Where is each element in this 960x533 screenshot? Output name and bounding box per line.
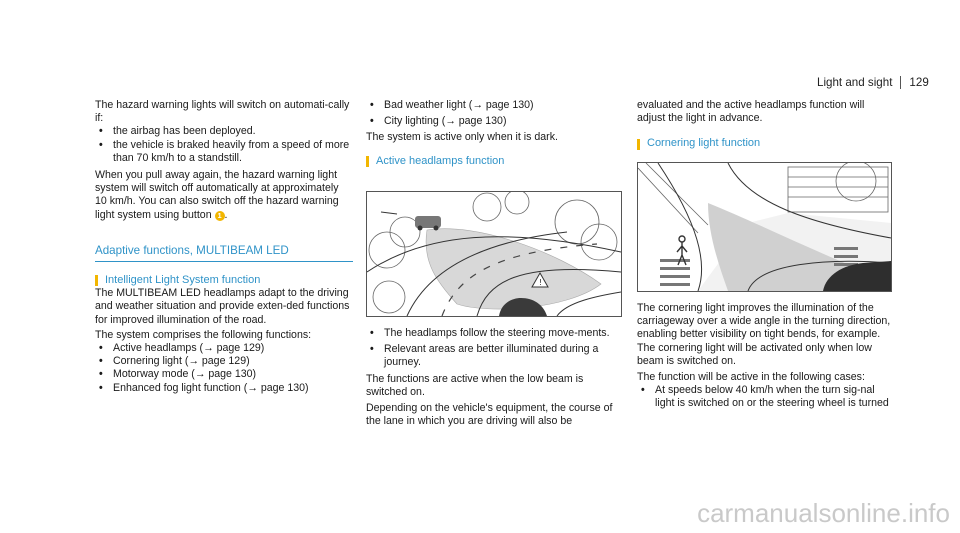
- page-number: 129: [900, 76, 928, 89]
- paragraph: The cornering light improves the illumination of the carriageway over a wide angle in the turning direction, enabling better visibility on tight bends, for example. The cornering light will be activated only when low beam is switched on.: [637, 302, 891, 367]
- paragraph: evaluated and the active headlamps function will adjust the light in advance.: [637, 99, 865, 125]
- running-header: [817, 76, 929, 89]
- paragraph: The system comprises the following functions:: [95, 328, 312, 341]
- list-item: • City lighting (→ page 130): [366, 115, 621, 128]
- paragraph: When you pull away again, the hazard warning light system will switch off automatically at approximately 10 km/h. You can also switch off the hazard warning light system using button 1 .: [95, 169, 339, 221]
- bullet-icon: [366, 343, 384, 369]
- column-2-continued: [366, 327, 621, 428]
- svg-text:!: !: [539, 278, 543, 287]
- list-item: • the vehicle is braked heavily from a speed of more than 70 km/h to a standstill.: [95, 139, 353, 165]
- sub-heading: Cornering light function: [637, 137, 893, 150]
- sub-heading: Intelligent Light System function: [95, 274, 353, 287]
- curved-road-headlamps-icon: [367, 192, 621, 316]
- button-number-badge: 1: [215, 211, 225, 221]
- watermark: carmanualsonline.info: [697, 498, 950, 528]
- heading-marker-icon: [95, 275, 98, 286]
- column-3-continued: [637, 302, 893, 411]
- list-item: • The headlamps follow the steering move-ments.: [366, 327, 621, 340]
- list-item: • Relevant areas are better illuminated during a journey.: [366, 343, 621, 369]
- sub-heading: Active headlamps function: [366, 155, 621, 168]
- chapter-title: Light and sight: [817, 76, 893, 89]
- bullet-icon: [95, 139, 113, 165]
- column-1: [95, 99, 353, 395]
- bullet-icon: [366, 115, 384, 128]
- bullet-icon: [637, 384, 655, 410]
- intersection-cornering-icon: [638, 163, 891, 291]
- heading-marker-icon: [637, 139, 640, 150]
- paragraph: The functions are active when the low beam is switched on.: [366, 372, 584, 398]
- list-item: • At speeds below 40 km/h when the turn sig-nal light is switched on or the steering wheel is turned: [637, 384, 893, 410]
- intro-text: The hazard warning lights will switch on automati-cally if:: [95, 99, 350, 125]
- list-item: • Enhanced fog light function (→ page 130): [95, 382, 353, 395]
- list-item: • Bad weather light (→ page 130): [366, 99, 621, 112]
- bullet-icon: [95, 342, 113, 355]
- section-heading: Adaptive functions, MULTIBEAM LED: [95, 244, 353, 262]
- paragraph: The system is active only when it is dark.: [366, 131, 558, 144]
- list-item: • Motorway mode (→ page 130): [95, 368, 353, 381]
- bullet-icon: [95, 125, 113, 138]
- active-headlamps-illustration: [366, 191, 622, 317]
- paragraph: Depending on the vehicle's equipment, the course of the lane in which you are driving will also be: [366, 402, 613, 428]
- bullet-icon: [95, 368, 113, 381]
- paragraph: The function will be active in the following cases:: [637, 371, 865, 384]
- bullet-icon: [366, 327, 384, 340]
- cornering-light-illustration: [637, 162, 892, 292]
- list-item: • the airbag has been deployed.: [95, 125, 353, 138]
- list-item: • Cornering light (→ page 129): [95, 355, 353, 368]
- column-2: [366, 99, 621, 168]
- list-item: • Active headlamps (→ page 129): [95, 342, 353, 355]
- bullet-icon: [95, 355, 113, 368]
- paragraph: The MULTIBEAM LED headlamps adapt to the driving and weather situation and provide exten-ded functions for improved illumination of the road.: [95, 287, 350, 326]
- column-3: [637, 99, 893, 151]
- bullet-icon: [95, 382, 113, 395]
- heading-marker-icon: [366, 156, 369, 167]
- bullet-icon: [366, 99, 384, 112]
